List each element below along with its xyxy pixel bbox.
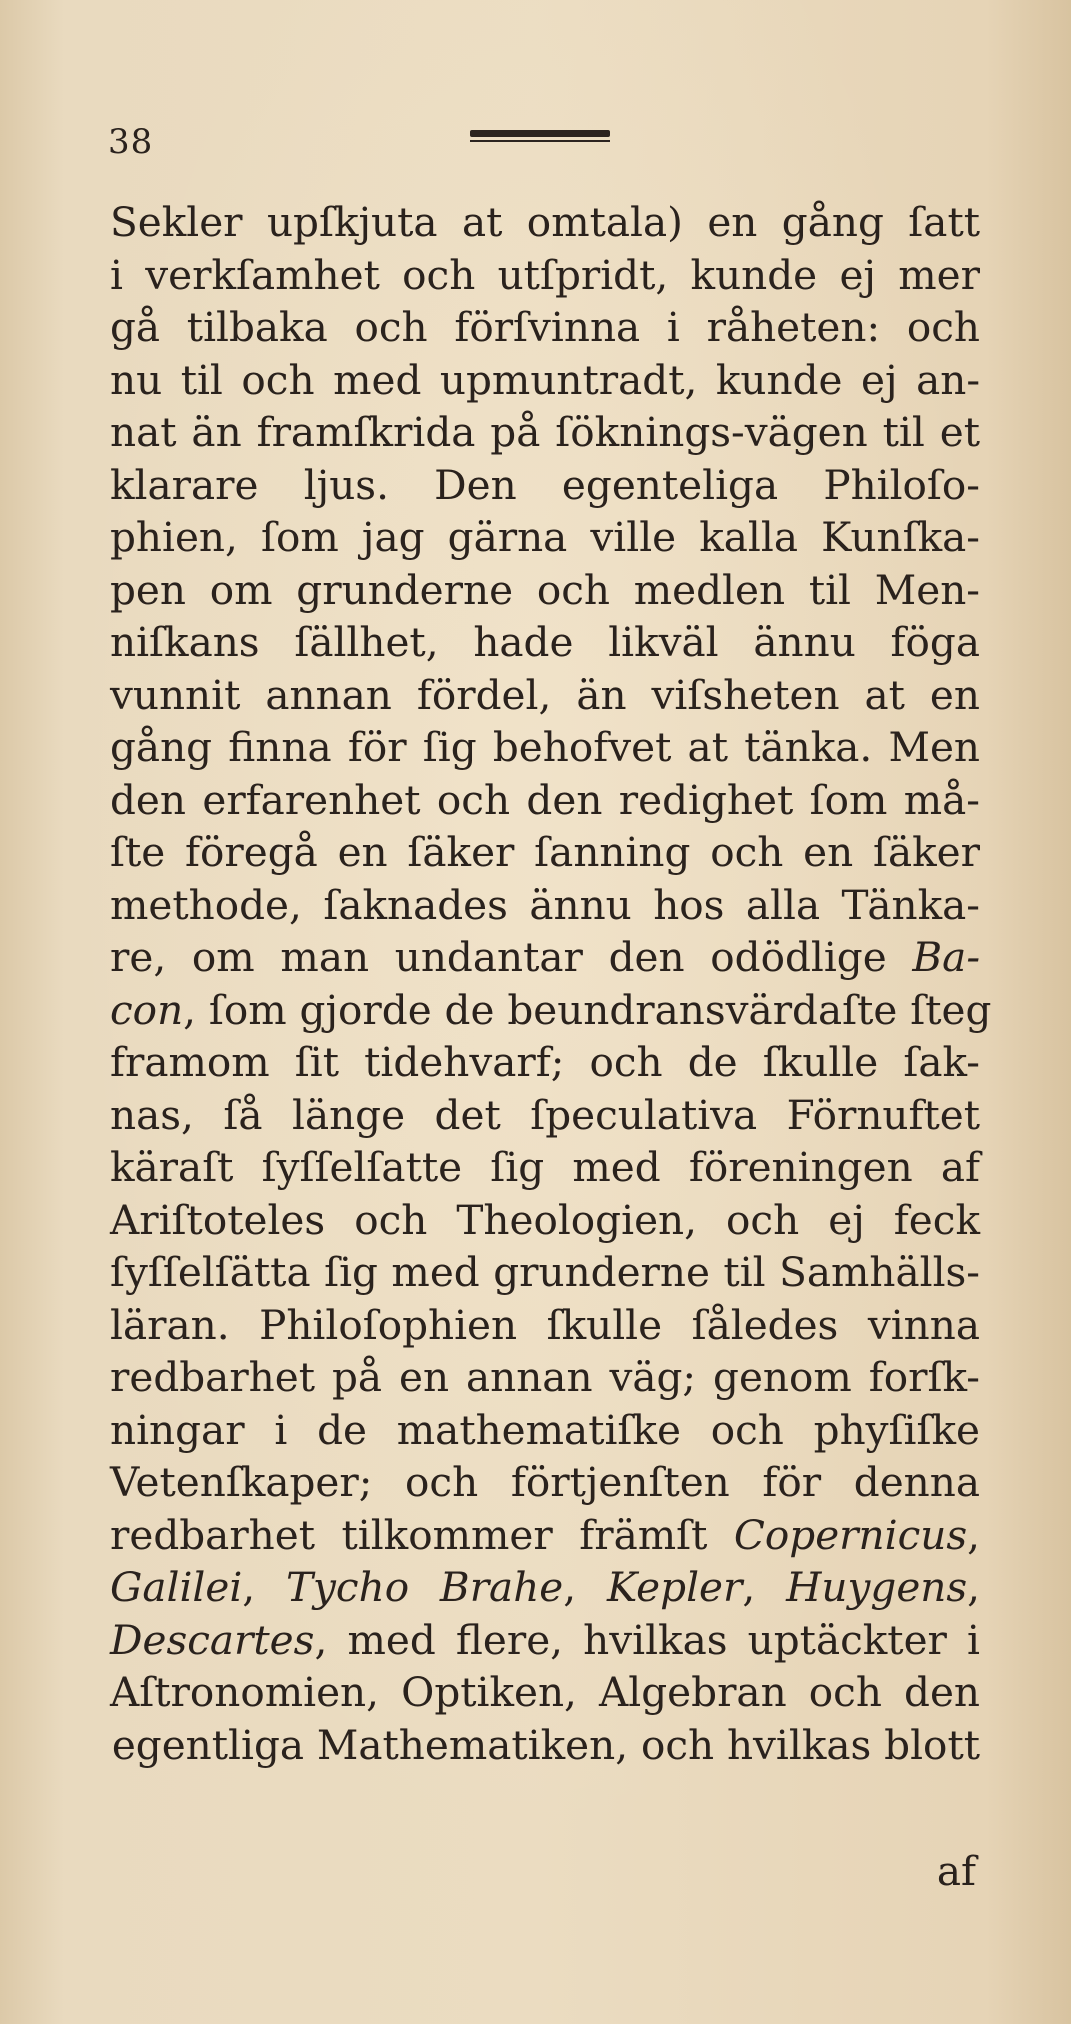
text-line: nas, ſå länge det ſpeculativa Förnuftet (110, 1090, 980, 1139)
text-line: ningar i de mathematiſke och phyſiſke (110, 1405, 980, 1454)
text-line: methode, ſaknades ännu hos alla Tänka- (110, 880, 980, 929)
text-line: vunnit annan fördel, än viſsheten at en (110, 670, 980, 719)
text-line: Aſtronomien, Optiken, Algebran och den (110, 1668, 980, 1716)
header-rule-thin (470, 140, 610, 142)
text-line: Galilei, Tycho Brahe, Kepler, Huygens, (110, 1563, 981, 1611)
header-rule (470, 130, 610, 144)
text-line: gång finna för ſig behofvet at tänka. Men (110, 723, 980, 771)
text-line: Ariſtoteles och Theologien, och ej feck (110, 1195, 980, 1244)
header-rule-thick (470, 130, 610, 137)
body-text (110, 196, 992, 1771)
catchword: af (936, 1847, 976, 1895)
text-line: klarare ljus. Den egenteliga Philoſo- (110, 460, 980, 509)
page-number: 38 (108, 122, 154, 162)
text-line: egentliga Mathematiken, och hvilkas blott (111, 1720, 980, 1769)
text-line: den erfarenhet och den redighet ſom må- (110, 775, 980, 824)
text-line: käraſt ſyſſelſatte ſig med föreningen af (110, 1143, 980, 1191)
text-line: Vetenſkaper; och förtjenſten för denna (110, 1458, 980, 1506)
text-line: re, om man undantar den odödlige Ba- (110, 933, 980, 981)
text-line: ſte föregå en ſäker ſanning och en ſäker (110, 828, 980, 876)
text-line: ſyſſelſätta ſig med grunderne til Samhälls- (110, 1248, 980, 1296)
text-line: nu til och med upmuntradt, kunde ej an- (110, 355, 980, 404)
text-line: redbarhet på en annan väg; genom forſk- (110, 1353, 980, 1401)
text-line: nat än framſkrida på ſöknings-vägen til et (110, 408, 980, 456)
text-line: niſkans ſällhet, hade likväl ännu föga (110, 618, 980, 666)
text-line: redbarhet tilkommer främſt Copernicus, (110, 1510, 980, 1559)
text-line: Sekler upſkjuta at omtala) en gång ſatt (110, 198, 980, 246)
text-line: con, ſom gjorde de beundransvärdaſte ſteg (110, 985, 992, 1034)
text-line: gå tilbaka och förſvinna i råheten: och (110, 303, 980, 351)
text-line: pen om grunderne och medlen til Men- (110, 565, 980, 614)
text-line: framom ſit tidehvarf; och de ſkulle ſak- (110, 1038, 980, 1086)
text-line: phien, ſom jag gärna ville kalla Kunſka- (110, 513, 980, 561)
text-line: Descartes, med flere, hvilkas uptäckter i (110, 1615, 980, 1664)
text-line: läran. Philoſophien ſkulle ſåledes vinna (110, 1300, 980, 1349)
text-line: i verkſamhet och utſpridt, kunde ej mer (110, 250, 980, 299)
